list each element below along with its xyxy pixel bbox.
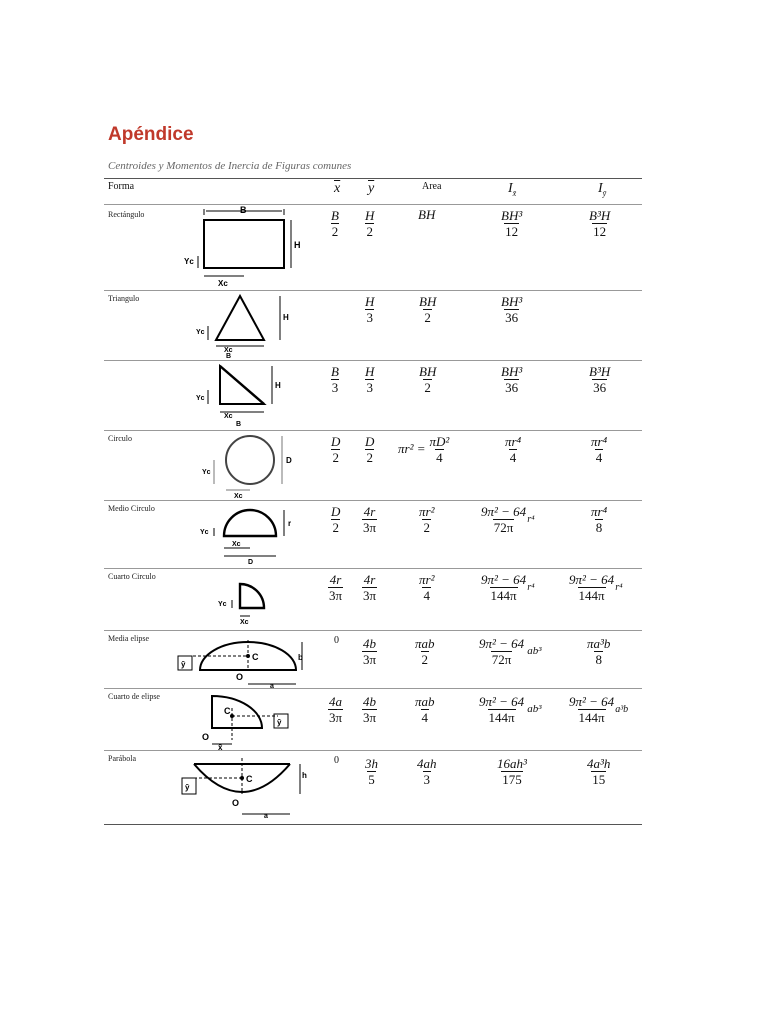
quarter-circle-figure bbox=[204, 570, 294, 628]
half-ellipse-figure bbox=[170, 632, 306, 690]
triangle-figure bbox=[196, 290, 296, 360]
page-title: Apéndice bbox=[108, 124, 194, 145]
row5-x: $\frac{4r}{3\pi}$ bbox=[329, 571, 343, 603]
row6-area: $\frac{\text{πab}}{2}$ bbox=[415, 635, 435, 667]
svg-text:C: C bbox=[252, 652, 259, 662]
row3-iy: $\frac{\text{πr⁴}}{4}$ bbox=[591, 433, 608, 465]
svg-text:ȳ: ȳ bbox=[181, 660, 186, 669]
svg-text:Xc: Xc bbox=[240, 619, 249, 626]
row6-iy: $\frac{\text{πa³b}}{8}$ bbox=[587, 635, 611, 667]
row7-area: $\frac{\text{πab}}{4}$ bbox=[415, 693, 435, 725]
row6-y: $\frac{4b}{3\pi}$ bbox=[363, 635, 377, 667]
row0-iy: $\frac{\text{B³H}}{12}$ bbox=[589, 207, 611, 239]
svg-text:Xc: Xc bbox=[224, 413, 233, 420]
table-top-rule bbox=[104, 178, 642, 179]
row0-y: $\frac{H}{2}$ bbox=[365, 207, 375, 239]
svg-text:Xc: Xc bbox=[218, 279, 228, 288]
header-y: $\overline{y}$ bbox=[368, 181, 375, 196]
shape-name-circle: Circulo bbox=[108, 434, 132, 443]
row0-x: $\frac{B}{2}$ bbox=[331, 207, 339, 239]
svg-text:B: B bbox=[240, 205, 247, 215]
row-divider bbox=[104, 500, 642, 501]
page-subtitle: Centroides y Momentos de Inercia de Figuras comunes bbox=[108, 160, 352, 172]
header-x: $\overline{x}$ bbox=[334, 181, 341, 196]
header-area: Area bbox=[422, 181, 442, 192]
row8-y: $\frac{3h}{5}$ bbox=[365, 755, 378, 787]
svg-text:D: D bbox=[286, 456, 292, 465]
svg-text:B: B bbox=[236, 421, 242, 428]
svg-text:Yc: Yc bbox=[184, 257, 194, 266]
row2-area: $\frac{BH}{2}$ bbox=[419, 363, 437, 395]
row2-x: $\frac{B}{3}$ bbox=[331, 363, 339, 395]
row0-ix: $\frac{\text{BH³}}{12}$ bbox=[501, 207, 523, 239]
row5-area: $\frac{\text{πr²}}{4}$ bbox=[419, 571, 435, 603]
row7-y: $\frac{4b}{3\pi}$ bbox=[363, 693, 377, 725]
row4-ix: $\frac{\text{9π² − 64}}{72\pi}$ r⁴ bbox=[481, 503, 535, 535]
row2-ix: $\frac{\text{BH³}}{36}$ bbox=[501, 363, 523, 395]
header-iy: $I_ȳ$ bbox=[598, 181, 607, 198]
row7-x: $\frac{4a}{3\pi}$ bbox=[329, 693, 343, 725]
row5-iy: $\frac{\text{9π² − 64}}{144\pi}$ r⁴ bbox=[569, 571, 623, 603]
shape-name-rectangle: Rectángulo bbox=[108, 210, 145, 219]
svg-text:H: H bbox=[294, 240, 301, 250]
shape-name-half-ellipse: Media elipse bbox=[108, 634, 150, 643]
row3-ix: $\frac{\text{πr⁴}}{4}$ bbox=[505, 433, 522, 465]
svg-text:Xc: Xc bbox=[224, 347, 233, 354]
svg-text:ȳ: ȳ bbox=[277, 718, 282, 727]
row5-ix: $\frac{\text{9π² − 64}}{144\pi}$ r⁴ bbox=[481, 571, 535, 603]
parabola-figure bbox=[176, 754, 312, 822]
row-divider bbox=[104, 204, 642, 205]
svg-text:C: C bbox=[246, 774, 253, 784]
shape-name-parabola: Parábola bbox=[108, 754, 136, 763]
svg-text:a: a bbox=[270, 683, 274, 690]
row6-x: 0 bbox=[334, 634, 339, 646]
svg-text:O: O bbox=[232, 798, 240, 808]
row8-iy: $\frac{\text{4a³h}}{15}$ bbox=[587, 755, 611, 787]
row4-x: $\frac{D}{2}$ bbox=[331, 503, 341, 535]
half-circle-figure bbox=[196, 500, 306, 568]
shape-name-half-circle: Medio Circulo bbox=[108, 504, 155, 513]
svg-text:B: B bbox=[226, 353, 232, 360]
svg-text:x̄: x̄ bbox=[218, 743, 223, 752]
quarter-ellipse-figure bbox=[194, 690, 304, 750]
svg-text:ȳ: ȳ bbox=[185, 783, 190, 792]
row0-area: BH bbox=[418, 207, 436, 222]
svg-text:O: O bbox=[202, 732, 210, 742]
row1-y: $\frac{H}{3}$ bbox=[365, 293, 375, 325]
row-divider bbox=[104, 430, 642, 431]
row2-y: $\frac{H}{3}$ bbox=[365, 363, 375, 395]
svg-text:Yc: Yc bbox=[200, 529, 209, 536]
header-forma: Forma bbox=[108, 181, 135, 192]
svg-text:O: O bbox=[236, 672, 244, 682]
svg-text:Xc: Xc bbox=[232, 541, 241, 548]
svg-text:Yc: Yc bbox=[202, 469, 211, 476]
row3-area: πr² = $\frac{\text{πD²}}{4}$ bbox=[398, 433, 450, 465]
svg-text:Yc: Yc bbox=[196, 329, 205, 336]
svg-text:H: H bbox=[275, 381, 281, 390]
row-divider bbox=[104, 568, 642, 569]
svg-text:Yc: Yc bbox=[196, 395, 205, 402]
row4-y: $\frac{4r}{3\pi}$ bbox=[363, 503, 377, 535]
row5-y: $\frac{4r}{3\pi}$ bbox=[363, 571, 377, 603]
svg-text:Yc: Yc bbox=[218, 601, 227, 608]
svg-text:D: D bbox=[248, 559, 254, 566]
row-divider bbox=[104, 290, 642, 291]
rectangle-figure bbox=[184, 205, 302, 288]
row4-iy: $\frac{\text{πr⁴}}{8}$ bbox=[591, 503, 608, 535]
row1-ix: $\frac{\text{BH³}}{36}$ bbox=[501, 293, 523, 325]
row-divider bbox=[104, 630, 642, 631]
shape-name-quarter-circle: Cuarto Circulo bbox=[108, 572, 156, 581]
properties-table bbox=[104, 178, 642, 826]
svg-text:H: H bbox=[283, 313, 289, 322]
row8-x: 0 bbox=[334, 754, 339, 766]
row7-ix: $\frac{\text{9π² − 64}}{144\pi}$ ab³ bbox=[479, 693, 542, 725]
row7-iy: $\frac{\text{9π² − 64}}{144\pi}$ a³b bbox=[569, 693, 629, 725]
right-triangle-figure bbox=[196, 360, 296, 430]
svg-text:Xc: Xc bbox=[234, 493, 243, 500]
svg-text:h: h bbox=[302, 771, 307, 780]
row-divider bbox=[104, 750, 642, 751]
row8-ix: $\frac{\text{16ah³}}{175}$ bbox=[497, 755, 527, 787]
svg-text:a: a bbox=[264, 813, 268, 820]
row-divider bbox=[104, 360, 642, 361]
circle-figure bbox=[196, 430, 306, 500]
row3-x: $\frac{D}{2}$ bbox=[331, 433, 341, 465]
row6-ix: $\frac{\text{9π² − 64}}{72\pi}$ ab³ bbox=[479, 635, 542, 667]
row1-area: $\frac{BH}{2}$ bbox=[419, 293, 437, 325]
row3-y: $\frac{D}{2}$ bbox=[365, 433, 375, 465]
shape-name-quarter-ellipse: Cuarto de elipse bbox=[108, 692, 160, 701]
row2-iy: $\frac{\text{B³H}}{36}$ bbox=[589, 363, 611, 395]
svg-text:C: C bbox=[224, 706, 231, 716]
table-bottom-rule bbox=[104, 824, 642, 825]
header-ix: $I_{x̄}$ bbox=[508, 181, 517, 198]
row8-area: $\frac{4ah}{3}$ bbox=[417, 755, 437, 787]
svg-text:r: r bbox=[288, 519, 292, 528]
svg-text:b: b bbox=[298, 653, 303, 662]
shape-name-triangle: Triangulo bbox=[108, 294, 140, 303]
row4-area: $\frac{\text{πr²}}{2}$ bbox=[419, 503, 435, 535]
